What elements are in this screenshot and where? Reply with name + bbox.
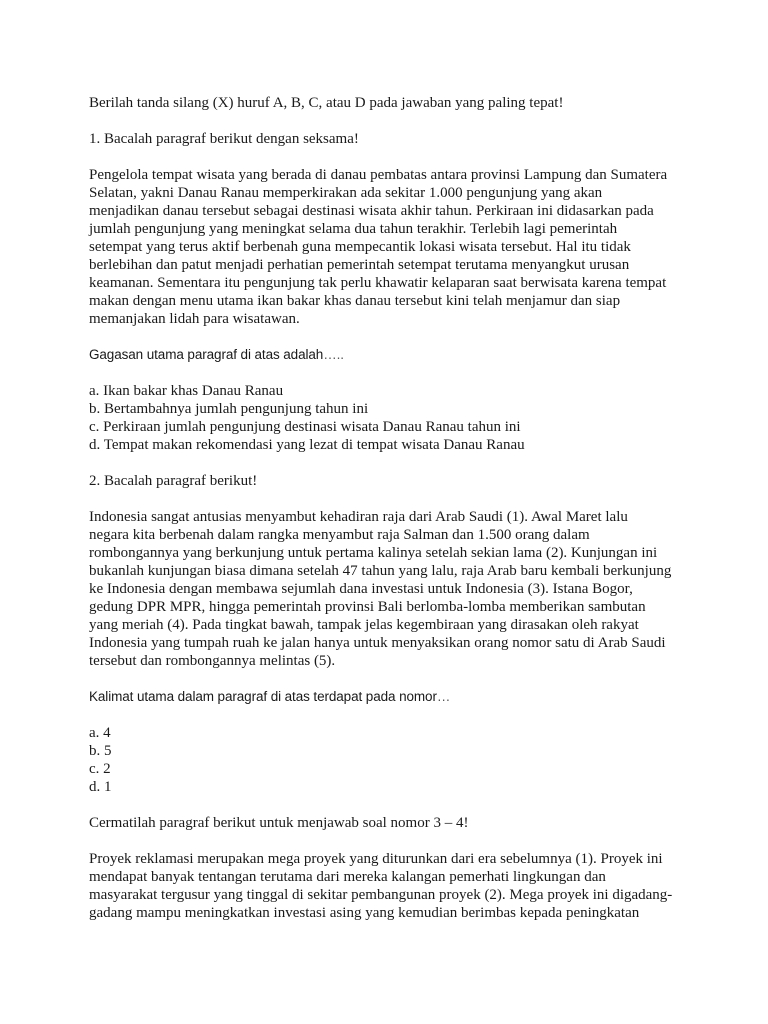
option-a: a. Ikan bakar khas Danau Ranau [89,383,284,399]
passage-line: bukanlah kunjungan biasa dimana setelah 47 tahun yang lalu, raja Arab baru kembali berkunjung [89,563,672,579]
passage-line: masyarakat tergusur yang tinggal di sekitar pembangunan proyek (2). Mega proyek ini digadang- [89,887,673,903]
question-3-passage [89,850,681,922]
passage-line: rombongannya yang berkunjung untuk pertama kalinya setelah sekian lama (2). Kunjungan ini [89,545,658,561]
question-1-options [89,382,681,454]
passage-line: mendapat banyak tentangan terutama dari mereka kalangan pemerhati lingkungan dan [89,869,606,885]
option-a: a. 4 [89,725,111,741]
question-2-passage [89,508,681,670]
passage-line: Selatan, yakni Danau Ranau memperkirakan ada sekitar 1.000 pengunjung yang akan [89,185,603,201]
passage-line: Indonesia sangat antusias menyambut kehadiran raja dari Arab Saudi (1). Awal Maret lalu [89,509,628,525]
question-2-stem: Kalimat utama dalam paragraf di atas terdapat pada nomor [89,689,437,704]
passage-line: jumlah pengunjung yang meningkat selama dua tahun terakhir. Terlebih lagi pemerintah [89,221,618,237]
question-2-dots: … [436,689,451,704]
question-2-text [89,688,681,706]
passage-line: keamanan. Sementara itu pengunjung tak perlu khawatir kelaparan saat berwisata karena tempat [89,275,667,291]
option-d: d. Tempat makan rekomendasi yang lezat di tempat wisata Danau Ranau [89,437,525,453]
passage-line: tersebut dan rombongannya melintas (5). [89,653,336,669]
option-c: c. 2 [89,761,111,777]
question-2-prompt: 2. Bacalah paragraf berikut! [89,473,258,489]
passage-line: makan dengan menu utama ikan bakar khas danau tersebut kini telah menjamur dan siap [89,293,621,309]
passage-line: gadang mampu meningkatkan investasi asing yang kemudian berimbas kepada peningkatan [89,905,640,921]
passage-line: ke Indonesia dengan membawa sejumlah dana investasi untuk Indonesia (3). Istana Bogor, [89,581,633,597]
option-c: c. Perkiraan jumlah pengunjung destinasi wisata Danau Ranau tahun ini [89,419,521,435]
question-1-passage [89,166,681,328]
option-b: b. 5 [89,743,112,759]
question-1-stem: Gagasan utama paragraf di atas adalah [89,347,324,362]
passage-line: setempat yang terus aktif berbenah guna mempecantik lokasi wisata tersebut. Hal itu tidak [89,239,631,255]
passage-line: negara kita berbenah dalam rangka menyambut raja Salman dan 1.500 orang dalam [89,527,590,543]
option-d: d. 1 [89,779,112,795]
option-b: b. Bertambahnya jumlah pengunjung tahun ini [89,401,369,417]
instruction-text: Berilah tanda silang (X) huruf A, B, C, atau D pada jawaban yang paling tepat! [89,95,564,111]
passage-line: berlebihan dan patut menjadi perhatian pemerintah setempat terutama menyangkut urusan [89,257,630,273]
question-1-dots: ….. [323,347,344,362]
question-1-text [89,346,681,364]
passage-line: memanjakan lidah para wisatawan. [89,311,300,327]
question-3-prompt: Cermatilah paragraf berikut untuk menjawab soal nomor 3 – 4! [89,815,469,831]
passage-line: menjadikan danau tersebut sebagai destinasi wisata akhir tahun. Perkiraan ini didasarkan pada [89,203,654,219]
passage-line: gedung DPR MPR, hingga pemerintah provinsi Bali berlomba-lomba memberikan sambutan [89,599,646,615]
passage-line: Indonesia yang tumpah ruah ke jalan hanya untuk menyaksikan orang nomor satu di Arab Saudi [89,635,666,651]
passage-line: Proyek reklamasi merupakan mega proyek yang diturunkan dari era sebelumnya (1). Proyek ini [89,851,663,867]
passage-line: Pengelola tempat wisata yang berada di danau pembatas antara provinsi Lampung dan Sumatera [89,167,668,183]
question-2-options [89,724,681,796]
question-1-prompt: 1. Bacalah paragraf berikut dengan seksama! [89,131,359,147]
document-content [89,94,681,940]
passage-line: yang meriah (4). Pada tingkat bawah, tampak jelas kegembiraan yang dirasakan oleh rakyat [89,617,639,633]
